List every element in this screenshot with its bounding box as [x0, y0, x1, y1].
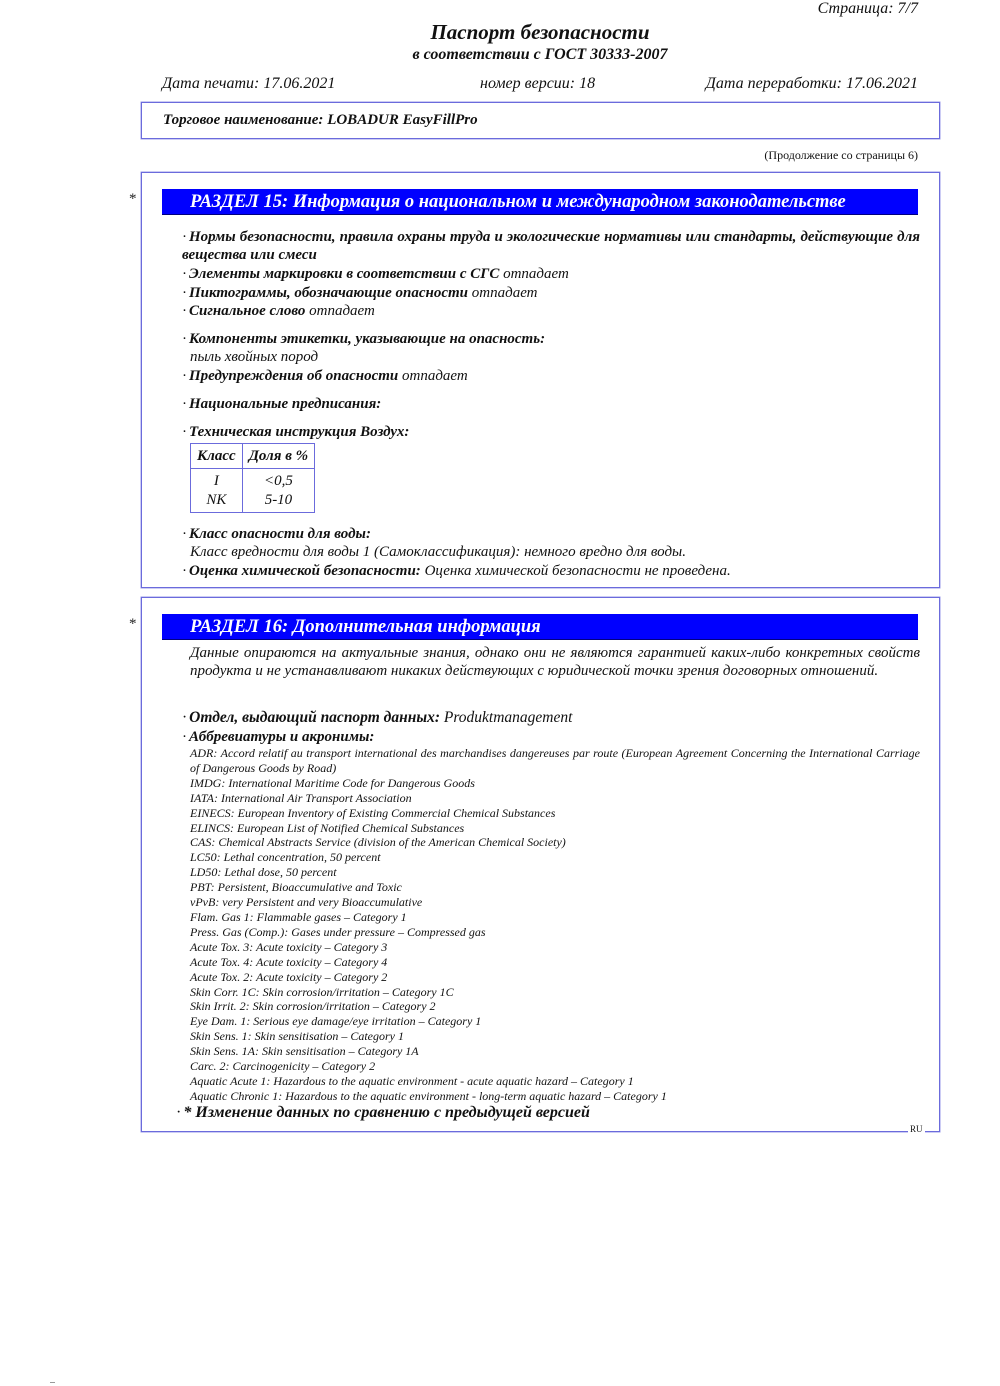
document-title: Паспорт безопасности: [430, 20, 650, 44]
label-components-item: · Компоненты этикетки, указывающие на опасность:: [182, 331, 546, 347]
list-item: Press. Gas (Comp.): Gases under pressure – Compressed gas: [190, 924, 486, 939]
section-15: [129, 172, 940, 588]
list-item: EINECS: European Inventory of Existing Commercial Chemical Substances: [190, 805, 556, 820]
list-item: PBT: Persistent, Bioaccumulative and Toxic: [190, 880, 402, 895]
list-item: Aquatic Acute 1: Hazardous to the aquatic environment - acute aquatic hazard – Category 1: [190, 1073, 634, 1088]
version-number: номер версии: 18: [480, 75, 596, 92]
list-item: Skin Irrit. 2: Skin corrosion/irritation – Category 2: [190, 999, 436, 1014]
list-item: Eye Dam. 1: Serious eye damage/eye irritation – Category 1: [190, 1014, 482, 1029]
corner-mark: [50, 1382, 55, 1383]
ghs-labelling-item: · Элементы маркировки в соответствии с СГС отпадает: [182, 266, 569, 282]
revision-date: Дата переработки: 17.06.2021: [705, 75, 918, 92]
issuing-department-item: · Отдел, выдающий паспорт данных: Produktmanagement: [182, 709, 573, 726]
label-components-value: пыль хвойных пород: [190, 349, 319, 365]
table-header-class: Класс: [191, 444, 243, 469]
chemical-safety-assessment-item: · Оценка химической безопасности: Оценка химической безопасности не проведена.: [182, 563, 731, 579]
pictograms-item: · Пиктограммы, обозначающие опасности отпадает: [182, 285, 538, 301]
list-item: Skin Sens. 1: Skin sensitisation – Category 1: [190, 1029, 404, 1044]
ta-luft-item: · Техническая инструкция Воздух:: [182, 424, 410, 440]
section-15-header: РАЗДЕЛ 15: Информация о национальном и международном законодательстве: [162, 189, 918, 215]
regulations-item: · Нормы безопасности, правила охраны труда и экологические нормативы или стандарты, действующие для вещества или смеси: [182, 229, 920, 263]
air-class-table: [190, 443, 315, 513]
list-item: Acute Tox. 4: Acute toxicity – Category 4: [190, 954, 388, 969]
list-item: Carc. 2: Carcinogenicity – Category 2: [190, 1059, 376, 1074]
water-hazard-class-value: Класс вредности для воды 1 (Самоклассификация): немного вредно для воды.: [190, 544, 686, 560]
water-hazard-class-item: · Класс опасности для воды:: [182, 526, 371, 542]
table-row: I <0,5: [191, 469, 315, 492]
trade-name-box: [141, 102, 940, 139]
list-item: Skin Corr. 1C: Skin corrosion/irritation – Category 1C: [190, 984, 454, 999]
list-item: CAS: Chemical Abstracts Service (division of the American Chemical Society): [190, 835, 566, 850]
continued-from-note: (Продолжение со страницы 6): [764, 148, 918, 162]
signal-word-item: · Сигнальное слово отпадает: [182, 303, 375, 319]
list-item: LC50: Lethal concentration, 50 percent: [190, 850, 381, 865]
language-code: RU: [910, 1124, 923, 1134]
trade-name-value: LOBADUR EasyFillPro: [327, 112, 478, 128]
list-item: Aquatic Chronic 1: Hazardous to the aquatic environment - long-term aquatic hazard – Category 1: [190, 1088, 667, 1103]
list-item: vPvB: very Persistent and very Bioaccumulative: [190, 895, 423, 910]
trade-name-label: Торговое наименование:: [163, 112, 324, 128]
page-number: Страница: 7/7: [817, 0, 918, 17]
print-date: Дата печати: 17.06.2021: [162, 75, 336, 92]
changed-marker: *: [129, 191, 137, 207]
section-16: [129, 597, 940, 1132]
hazard-statements-item: · Предупреждения об опасности отпадает: [182, 368, 468, 384]
list-item: ELINCS: European List of Notified Chemical Substances: [190, 820, 465, 835]
document-subtitle: в соответствии с ГОСТ 30333-2007: [412, 46, 668, 63]
list-item: Skin Sens. 1A: Skin sensitisation – Category 1A: [190, 1044, 419, 1059]
table-header-share: Доля в %: [242, 444, 315, 469]
list-item: Flam. Gas 1: Flammable gases – Category 1: [190, 909, 407, 924]
abbreviations-heading: · Аббревиатуры и акронимы:: [182, 729, 375, 745]
list-item: LD50: Lethal dose, 50 percent: [190, 865, 337, 880]
national-regulations-item: · Национальные предписания:: [182, 396, 382, 412]
abbreviations-list: [190, 746, 920, 1104]
changed-marker: *: [129, 616, 137, 632]
list-item: Acute Tox. 3: Acute toxicity – Category 3: [190, 939, 388, 954]
list-item: IATA: International Air Transport Association: [190, 790, 412, 805]
trade-name: [163, 112, 478, 129]
list-item: Acute Tox. 2: Acute toxicity – Category 2: [190, 969, 388, 984]
table-row: NK 5-10: [191, 491, 315, 513]
disclaimer-text: Данные опираются на актуальные знания, однако они не являются гарантией каких-либо конкретных свойств продукта и не устанавливают никаких действующих с юридической точки зрения договорных отношений.: [190, 645, 920, 679]
list-item: ADR: Accord relatif au transport international des marchandises dangereuses par route (European Agreement Concerning the International Carriage of Dangerous Goods by Road): [190, 746, 920, 775]
change-note: · * Изменение данных по сравнению с предыдущей версией: [176, 1104, 590, 1121]
section-16-header: РАЗДЕЛ 16: Дополнительная информация: [162, 614, 918, 640]
list-item: IMDG: International Maritime Code for Dangerous Goods: [190, 775, 475, 790]
